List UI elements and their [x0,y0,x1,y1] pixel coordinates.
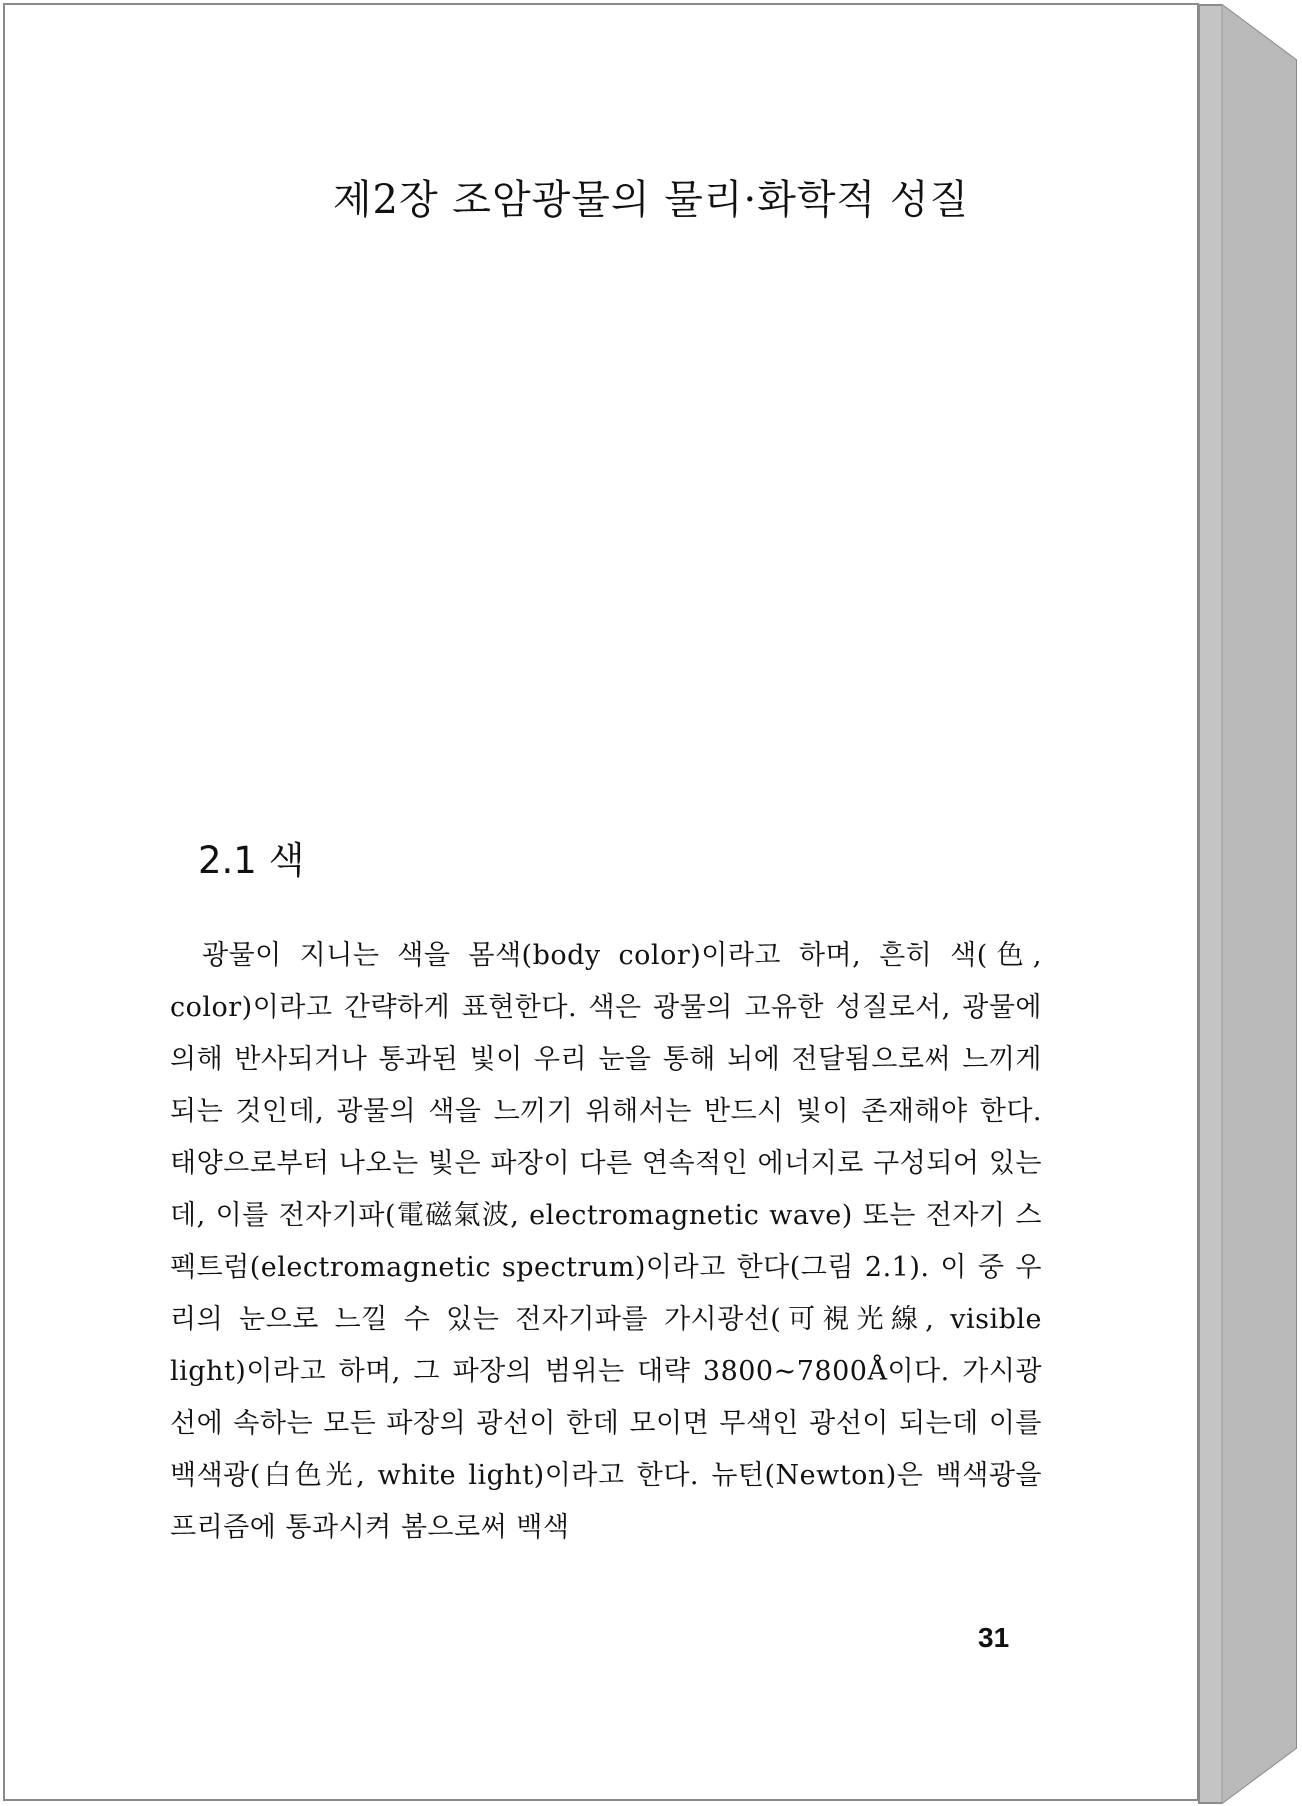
body-paragraph: 광물이 지니는 색을 몸색(body color)이라고 하며, 흔히 색(色, color)이라고 간략하게 표현한다. 색은 광물의 고유한 성질로서, 광물에 의해 반사되거나 통과된 빛이 우리 눈을 통해 뇌에 전달됨으로써 느끼게 되는 것인데, 광물의 색을 느끼기 위해서는 반드시 빛이 존재해야 한다. 태양으로부터 나오는 빛은 파장이 다른 연속적인 에너지로 구성되어 있는데, 이를 전자기파(電磁氣波, electromagnetic wave) 또는 전자기 스펙트럼(electromagnetic spectrum)이라고 한다(그림 2.1). 이 중 우리의 눈으로 느낄 수 있는 전자기파를 가시광선(可視光線, visible light)이라고 하며, 그 파장의 범위는 대략 3800~7800Å이다. 가시광선에 속하는 모든 파장의 광선이 한데 모이면 무색인 광선이 되는데 이를 백색광(白色光, white light)이라고 한다. 뉴턴(Newton)은 백색광을 프리즘에 통과시켜 봄으로써 백색 [170,940,1042,1543]
page-number: 31 [978,1622,1010,1653]
chapter-title: 제2장 조암광물의 물리·화학적 성질 [332,177,970,223]
section-heading: 2.1 색 [198,839,305,882]
